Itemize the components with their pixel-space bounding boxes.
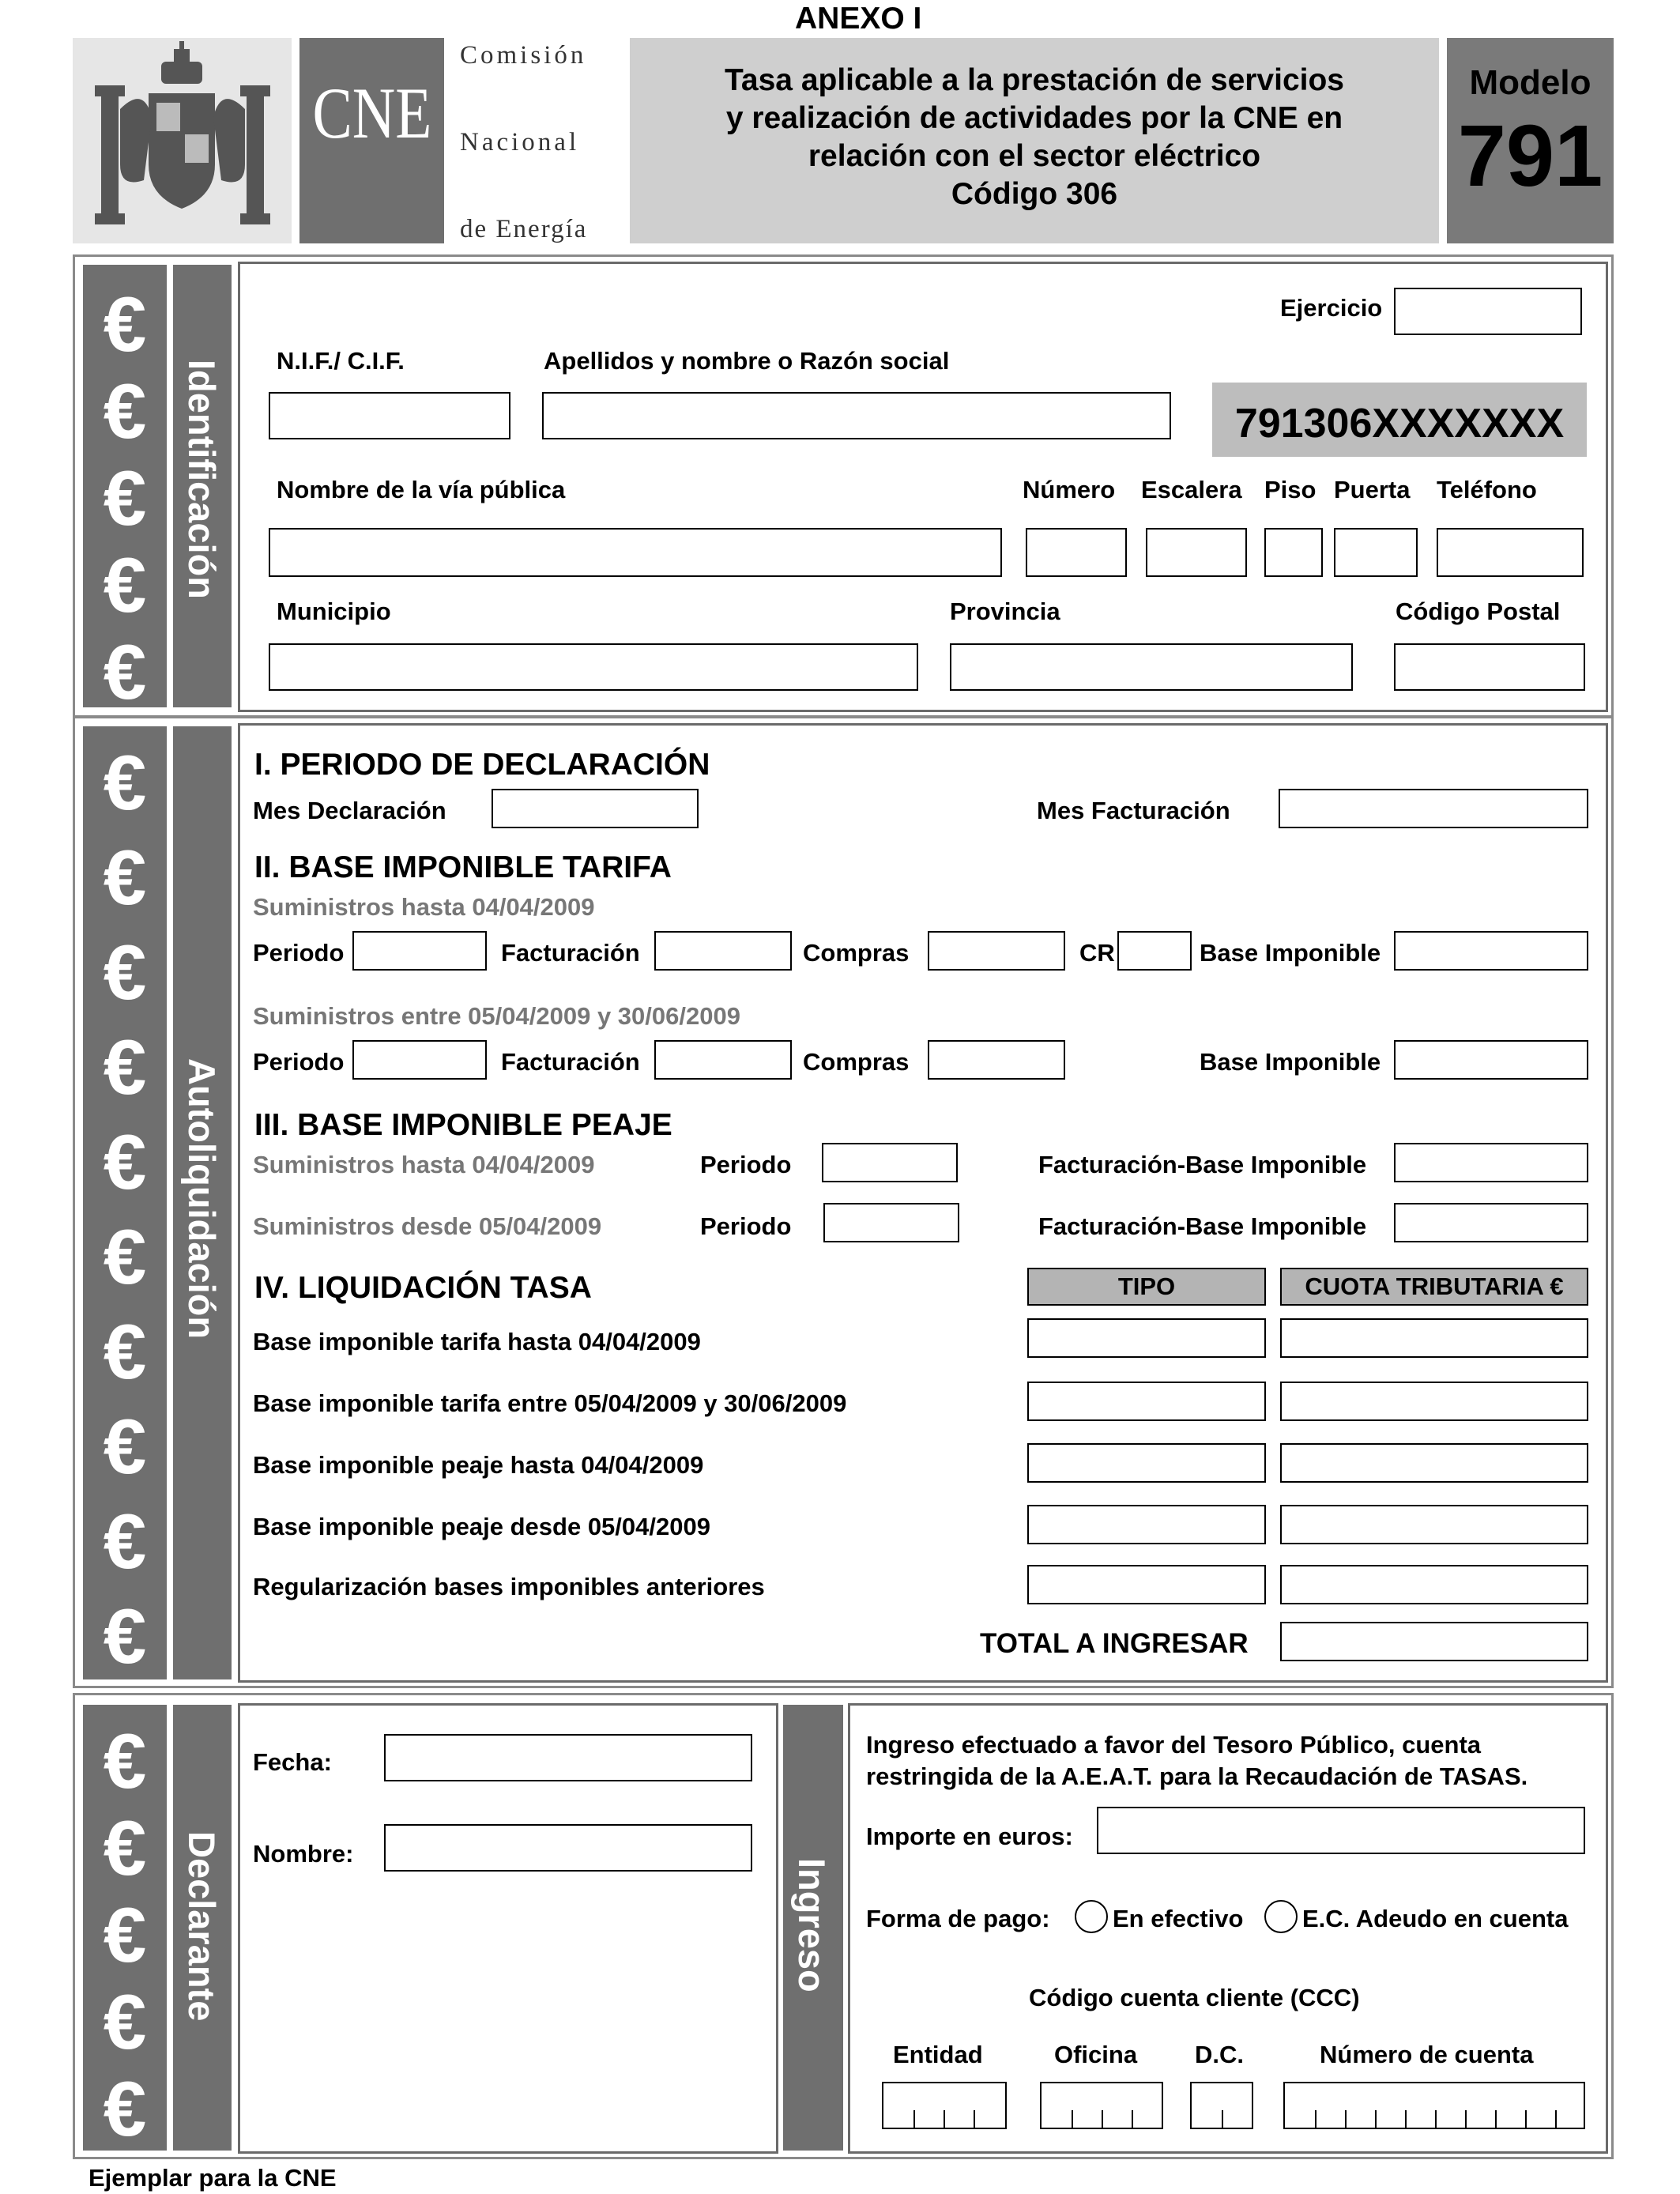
fecha-label: Fecha: xyxy=(253,1748,332,1776)
ec-adeudo-radio[interactable] xyxy=(1264,1900,1298,1933)
mes-facturacion-field[interactable] xyxy=(1279,789,1588,828)
entidad-label: Entidad xyxy=(893,2041,983,2068)
euro-icon: € xyxy=(103,929,147,1016)
escalera-field[interactable] xyxy=(1146,528,1247,577)
s3-title: III. BASE IMPONIBLE PEAJE xyxy=(254,1108,672,1142)
facturacion-base-imponible-label: Facturación-Base Imponible xyxy=(1038,1151,1367,1178)
autoliquidacion-euro-strip xyxy=(83,726,167,1679)
s3-subtitle-1: Suministros hasta 04/04/2009 xyxy=(253,1151,595,1178)
nombre-label: Nombre: xyxy=(253,1840,354,1868)
row4-tipo-field[interactable] xyxy=(1027,1505,1266,1544)
mes-declaracion-label: Mes Declaración xyxy=(253,797,446,824)
declarante-euro-strip xyxy=(83,1705,167,2151)
declarante-ingreso-panel xyxy=(73,1693,1614,2159)
tarifa2-compras-field[interactable] xyxy=(928,1040,1065,1080)
row4-cuota-field[interactable] xyxy=(1280,1505,1588,1544)
title-line-4: Código 306 xyxy=(951,177,1118,211)
tipo-column-header: TIPO xyxy=(1027,1268,1266,1306)
municipio-label: Municipio xyxy=(277,598,391,625)
liquidacion-row-label: Base imponible peaje hasta 04/04/2009 xyxy=(253,1451,704,1479)
total-label: TOTAL A INGRESAR xyxy=(980,1628,1249,1659)
form-code: 791306XXXXXXX xyxy=(1234,401,1565,447)
model-box xyxy=(1447,38,1614,243)
puerta-label: Puerta xyxy=(1334,476,1411,503)
euro-icon: € xyxy=(103,1498,147,1585)
euro-icon: € xyxy=(103,1213,147,1300)
declarante-content xyxy=(238,1703,778,2154)
title-line-2: y realización de actividades por la CNE en xyxy=(725,101,1343,135)
identificacion-label-strip xyxy=(173,265,232,707)
ingreso-section-label: Ingreso xyxy=(791,1858,833,1992)
provincia-label: Provincia xyxy=(950,598,1060,625)
cp-label: Código Postal xyxy=(1396,598,1561,625)
model-number: 791 xyxy=(1457,107,1603,205)
liquidacion-row-label: Base imponible peaje desde 05/04/2009 xyxy=(253,1513,710,1540)
via-label: Nombre de la vía pública xyxy=(277,476,566,503)
efectivo-option-label: En efectivo xyxy=(1113,1905,1244,1932)
via-field[interactable] xyxy=(269,528,1002,577)
importe-label: Importe en euros: xyxy=(866,1823,1073,1850)
peaje1-periodo-field[interactable] xyxy=(822,1143,958,1182)
row1-cuota-field[interactable] xyxy=(1280,1318,1588,1358)
numero-field[interactable] xyxy=(1026,528,1127,577)
nif-label: N.I.F./ C.I.F. xyxy=(277,347,405,375)
declarante-section-label: Declarante xyxy=(181,1831,223,2022)
numero-cuenta-label: Número de cuenta xyxy=(1320,2041,1534,2068)
mes-facturacion-label: Mes Facturación xyxy=(1037,797,1230,824)
annex-title: ANEXO I xyxy=(795,2,922,36)
euro-icon: € xyxy=(103,1804,147,1891)
s3-subtitle-2: Suministros desde 05/04/2009 xyxy=(253,1212,602,1240)
euro-icon: € xyxy=(103,1717,147,1804)
cuota-column-header: CUOTA TRIBUTARIA € xyxy=(1280,1268,1588,1306)
euro-icon: € xyxy=(103,834,147,921)
org-name xyxy=(452,38,622,243)
numero-cuenta-field[interactable] xyxy=(1283,2082,1585,2129)
declarante-label-strip xyxy=(173,1705,232,2151)
s2-subtitle-2: Suministros entre 05/04/2009 y 30/06/2009 xyxy=(253,1002,740,1030)
row2-tipo-field[interactable] xyxy=(1027,1382,1266,1421)
puerta-field[interactable] xyxy=(1334,528,1418,577)
row2-cuota-field[interactable] xyxy=(1280,1382,1588,1421)
identificacion-content xyxy=(238,262,1608,712)
euro-icon: € xyxy=(103,1593,147,1679)
ingreso-label-strip xyxy=(783,1705,843,2151)
nif-field[interactable] xyxy=(269,392,510,439)
efectivo-radio[interactable] xyxy=(1075,1900,1108,1933)
ec-adeudo-option-label: E.C. Adeudo en cuenta xyxy=(1302,1905,1569,1932)
piso-label: Piso xyxy=(1264,476,1317,503)
euro-icon: € xyxy=(103,2065,147,2152)
oficina-label: Oficina xyxy=(1054,2041,1138,2068)
base-imponible-label: Base Imponible xyxy=(1200,1048,1381,1076)
base-imponible-label: Base Imponible xyxy=(1200,939,1381,967)
forma-pago-label: Forma de pago: xyxy=(866,1905,1050,1932)
header xyxy=(73,38,1614,243)
dc-field[interactable] xyxy=(1190,2082,1253,2129)
tarifa1-cr-field[interactable] xyxy=(1117,931,1192,971)
tarifa1-periodo-field[interactable] xyxy=(352,931,487,971)
telefono-label: Teléfono xyxy=(1437,476,1537,503)
row1-tipo-field[interactable] xyxy=(1027,1318,1266,1358)
cp-field[interactable] xyxy=(1394,643,1585,691)
liquidacion-row-label: Regularización bases imponibles anteriores xyxy=(253,1573,765,1600)
model-label: Modelo xyxy=(1469,63,1591,102)
title-line-1: Tasa aplicable a la prestación de servicios xyxy=(725,63,1344,97)
form-title xyxy=(630,38,1439,243)
periodo-label: Periodo xyxy=(700,1151,792,1178)
euro-icon: € xyxy=(103,1308,147,1395)
tarifa1-compras-field[interactable] xyxy=(928,931,1065,971)
oficina-field[interactable] xyxy=(1040,2082,1163,2129)
s2-title: II. BASE IMPONIBLE TARIFA xyxy=(254,850,672,884)
escalera-label: Escalera xyxy=(1141,476,1242,503)
autoliquidacion-panel xyxy=(73,716,1614,1688)
form-code-box xyxy=(1212,383,1587,457)
piso-field[interactable] xyxy=(1264,528,1323,577)
coat-of-arms-logo xyxy=(73,38,292,243)
compras-label: Compras xyxy=(803,939,910,967)
liquidacion-row-label: Base imponible tarifa entre 05/04/2009 y 30/06/2009 xyxy=(253,1389,847,1417)
euro-icon: € xyxy=(103,281,147,368)
euro-icon: € xyxy=(103,1891,147,1978)
row3-cuota-field[interactable] xyxy=(1280,1443,1588,1483)
tarifa2-periodo-field[interactable] xyxy=(352,1040,487,1080)
provincia-field[interactable] xyxy=(950,643,1353,691)
periodo-label: Periodo xyxy=(253,1048,345,1076)
nombre-field[interactable] xyxy=(384,1824,752,1872)
row3-tipo-field[interactable] xyxy=(1027,1443,1266,1483)
compras-label: Compras xyxy=(803,1048,910,1076)
total-field[interactable] xyxy=(1280,1622,1588,1661)
tarifa2-base-imponible-field[interactable] xyxy=(1394,1040,1588,1080)
identificacion-euro-strip xyxy=(83,265,167,715)
liquidacion-row-label: Base imponible tarifa hasta 04/04/2009 xyxy=(253,1328,701,1355)
importe-field[interactable] xyxy=(1097,1807,1585,1854)
municipio-field[interactable] xyxy=(269,643,918,691)
entidad-field[interactable] xyxy=(882,2082,1007,2129)
ingreso-text-line-2: restringida de la A.E.A.T. para la Recaudación de TASAS. xyxy=(866,1762,1528,1790)
numero-label: Número xyxy=(1023,476,1116,503)
tarifa1-base-imponible-field[interactable] xyxy=(1394,931,1588,971)
telefono-field[interactable] xyxy=(1437,528,1584,577)
org-line-3: de Energía xyxy=(460,215,588,243)
cr-label: CR xyxy=(1079,939,1115,967)
mes-declaracion-field[interactable] xyxy=(492,789,699,828)
s4-title: IV. LIQUIDACIÓN TASA xyxy=(254,1271,592,1305)
euro-icon: € xyxy=(103,739,147,826)
euro-icon: € xyxy=(103,628,147,715)
peaje2-periodo-field[interactable] xyxy=(823,1203,959,1242)
peaje2-facturacion-base-field[interactable] xyxy=(1394,1203,1588,1242)
autoliquidacion-label-strip xyxy=(173,726,232,1679)
autoliquidacion-content xyxy=(238,723,1608,1683)
euro-icon: € xyxy=(103,1978,147,2065)
row5-cuota-field[interactable] xyxy=(1280,1565,1588,1604)
fecha-field[interactable] xyxy=(384,1734,752,1781)
name-field[interactable] xyxy=(542,392,1171,439)
facturacion-base-imponible-label: Facturación-Base Imponible xyxy=(1038,1212,1367,1240)
org-line-2: Nacional xyxy=(460,128,580,156)
euro-icon: € xyxy=(103,1403,147,1490)
autoliquidacion-section-label: Autoliquidación xyxy=(181,1058,223,1340)
euro-icon: € xyxy=(103,368,147,454)
ingreso-content xyxy=(848,1703,1608,2154)
footer-copy-label: Ejemplar para la CNE xyxy=(89,2164,337,2192)
row5-tipo-field[interactable] xyxy=(1027,1565,1266,1604)
identificacion-section-label: Identificación xyxy=(181,360,223,599)
title-line-3: relación con el sector eléctrico xyxy=(808,139,1261,173)
ejercicio-label: Ejercicio xyxy=(1280,294,1383,322)
ingreso-text-line-1: Ingreso efectuado a favor del Tesoro Público, cuenta xyxy=(866,1731,1482,1759)
ejercicio-field[interactable] xyxy=(1394,288,1582,335)
periodo-label: Periodo xyxy=(700,1212,792,1240)
euro-icon: € xyxy=(103,541,147,628)
name-label: Apellidos y nombre o Razón social xyxy=(544,347,950,375)
org-line-1: Comisión xyxy=(460,41,587,70)
tarifa1-facturacion-field[interactable] xyxy=(654,931,792,971)
cne-logo xyxy=(299,38,444,243)
facturacion-label: Facturación xyxy=(501,939,640,967)
euro-icon: € xyxy=(103,454,147,541)
tarifa2-facturacion-field[interactable] xyxy=(654,1040,792,1080)
cne-logo-letters: CNE xyxy=(312,73,432,153)
identificacion-panel xyxy=(73,254,1614,718)
s2-subtitle-1: Suministros hasta 04/04/2009 xyxy=(253,893,595,921)
periodo-label: Periodo xyxy=(253,939,345,967)
facturacion-label: Facturación xyxy=(501,1048,640,1076)
ccc-label: Código cuenta cliente (CCC) xyxy=(1029,1984,1360,2011)
peaje1-facturacion-base-field[interactable] xyxy=(1394,1143,1588,1182)
dc-label: D.C. xyxy=(1195,2041,1244,2068)
s1-title: I. PERIODO DE DECLARACIÓN xyxy=(254,748,710,782)
euro-icon: € xyxy=(103,1118,147,1205)
euro-icon: € xyxy=(103,1023,147,1110)
